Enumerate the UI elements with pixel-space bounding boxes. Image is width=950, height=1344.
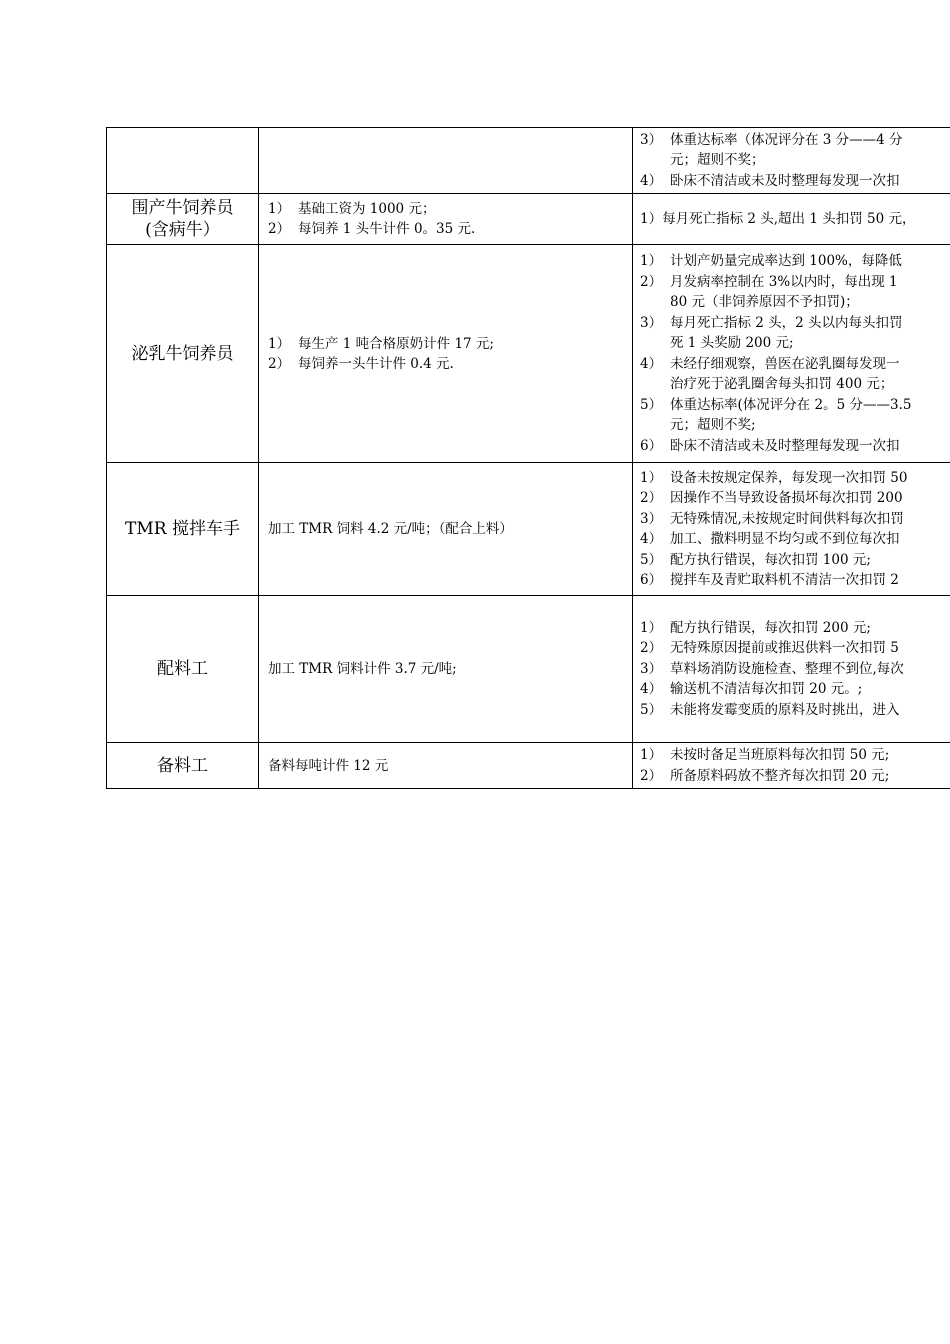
- penalty-item: 1） 未按时备足当班原料每次扣罚 50 元;: [640, 747, 890, 763]
- role-cell: 泌乳牛饲养员: [107, 245, 259, 463]
- penalty-item: 5） 体重达标率(体况评分在 2。5 分——3.5: [640, 396, 912, 413]
- penalty-item: 4） 未经仔细观察，兽医在泌乳圈每发现一: [640, 355, 900, 372]
- table-row: [107, 128, 950, 194]
- penalty-cell: [633, 743, 950, 789]
- penalty-item-continuation: 死 1 头奖励 200 元;: [670, 335, 794, 351]
- pay-rule-cell: 加工 TMR 饲料计件 3.7 元/吨;: [259, 596, 633, 743]
- compensation-table: [106, 127, 950, 789]
- penalty-cell: [633, 194, 950, 245]
- role-note: (含病牛）: [145, 220, 220, 240]
- penalty-item: 4） 加工、撒料明显不均匀或不到位每次扣: [640, 531, 900, 547]
- penalty-item: 4） 卧床不清洁或未及时整理每发现一次扣: [640, 172, 900, 189]
- penalty-item: 1）每月死亡指标 2 头,超出 1 头扣罚 50 元，: [640, 210, 916, 227]
- table-row: [107, 743, 950, 789]
- penalty-cell: [633, 463, 950, 596]
- penalty-item: 2） 月发病率控制在 3%以内时，每出现 1: [640, 273, 898, 290]
- pay-rule-cell: 备料每吨计件 12 元: [259, 743, 633, 789]
- penalty-item: 3） 体重达标率（体况评分在 3 分——4 分: [640, 131, 903, 148]
- role-cell: TMR 搅拌车手: [107, 463, 259, 596]
- pay-rule-item: 1） 基础工资为 1000 元；: [268, 201, 436, 217]
- penalty-item: 2） 无特殊原因提前或推迟供料一次扣罚 5: [640, 640, 899, 657]
- pay-rule-item: 1） 每生产 1 吨合格原奶计件 17 元;: [268, 335, 494, 352]
- role-cell: [107, 194, 259, 245]
- penalty-cell: [633, 245, 950, 463]
- penalty-item: 6） 卧床不清洁或未及时整理每发现一次扣: [640, 437, 900, 454]
- penalty-item: 3） 草料场消防设施检查、整理不到位,每次: [640, 660, 904, 677]
- table-row: [107, 245, 950, 463]
- penalty-item: 5） 未能将发霉变质的原料及时挑出，进入: [640, 701, 900, 718]
- penalty-item: 1） 配方执行错误，每次扣罚 200 元;: [640, 619, 871, 636]
- penalty-cell: [633, 128, 950, 194]
- pay-rule-cell: [259, 194, 633, 245]
- pay-rule-item: 2） 每饲养 1 头牛计件 0。35 元.: [268, 221, 476, 237]
- role-cell: 配料工: [107, 596, 259, 743]
- table-row: [107, 194, 950, 245]
- role-name: 围产牛饲养员: [131, 198, 234, 218]
- penalty-item-continuation: 元；超则不奖；: [670, 152, 765, 169]
- pay-rule-cell: 加工 TMR 饲料 4.2 元/吨；（配合上料）: [259, 463, 633, 596]
- penalty-item: 3） 无特殊情况,未按规定时间供料每次扣罚: [640, 510, 904, 527]
- penalty-item: 6） 搅拌车及青贮取料机不清洁一次扣罚 2: [640, 572, 899, 588]
- penalty-cell: [633, 596, 950, 743]
- penalty-item-continuation: 治疗死于泌乳圈舍每头扣罚 400 元；: [670, 376, 894, 392]
- penalty-item: 1） 计划产奶量完成率达到 100%，每降低: [640, 253, 902, 269]
- penalty-item: 1） 设备未按规定保养，每发现一次扣罚 50: [640, 469, 908, 486]
- role-cell: [107, 128, 259, 194]
- table-row: [107, 596, 950, 743]
- pay-rule-item: 2） 每饲养一头牛计件 0.4 元.: [268, 355, 454, 372]
- table-row: [107, 463, 950, 596]
- role-cell: 备料工: [107, 743, 259, 789]
- penalty-item: 2） 因操作不当导致设备损坏每次扣罚 200: [640, 490, 903, 506]
- penalty-item: 4） 输送机不清洁每次扣罚 20 元。;: [640, 681, 863, 698]
- pay-rule-cell: [259, 245, 633, 463]
- penalty-item-continuation: 元；超则不奖;: [670, 417, 756, 433]
- penalty-item: 3） 每月死亡指标 2 头，2 头以内每头扣罚: [640, 314, 903, 331]
- pay-rule-cell: [259, 128, 633, 194]
- penalty-item: 2） 所备原料码放不整齐每次扣罚 20 元;: [640, 767, 890, 784]
- penalty-item: 5） 配方执行错误，每次扣罚 100 元;: [640, 551, 871, 568]
- penalty-item-continuation: 80 元（非饲养原因不予扣罚)；: [670, 294, 859, 310]
